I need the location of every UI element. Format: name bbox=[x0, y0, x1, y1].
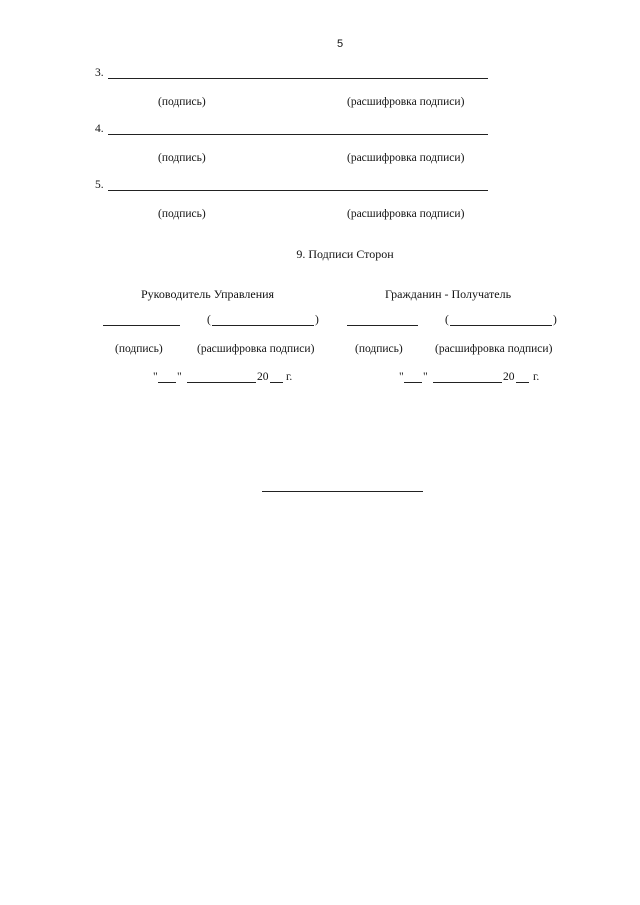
right-date-month-line[interactable] bbox=[433, 382, 502, 383]
left-date-year-prefix: 20 bbox=[257, 371, 269, 383]
left-decoding-caption: (расшифровка подписи) bbox=[197, 343, 315, 355]
signature-caption: (подпись) bbox=[158, 208, 206, 220]
signature-decoding-caption: (расшифровка подписи) bbox=[347, 96, 465, 108]
signature-line[interactable] bbox=[108, 134, 488, 135]
left-signature-caption: (подпись) bbox=[115, 343, 163, 355]
left-date-year-line[interactable] bbox=[270, 382, 283, 383]
right-date-day-line[interactable] bbox=[404, 382, 422, 383]
right-decoding-line[interactable] bbox=[450, 325, 552, 326]
section-title: 9. Подписи Сторон bbox=[296, 247, 394, 261]
party-title-right: Гражданин - Получатель bbox=[385, 287, 512, 301]
signature-caption: (подпись) bbox=[158, 152, 206, 164]
left-open-paren: ( bbox=[207, 314, 211, 326]
signature-row-number: 4. bbox=[95, 123, 104, 135]
party-title-left: Руководитель Управления bbox=[141, 287, 275, 301]
left-date-suffix: г. bbox=[286, 371, 293, 383]
signature-line[interactable] bbox=[108, 78, 488, 79]
left-signature-line[interactable] bbox=[103, 325, 180, 326]
left-date-month-line[interactable] bbox=[187, 382, 256, 383]
right-signature-line[interactable] bbox=[347, 325, 418, 326]
right-open-paren: ( bbox=[445, 314, 449, 326]
right-date-close-quote: " bbox=[423, 371, 428, 383]
right-signature-caption: (подпись) bbox=[355, 343, 403, 355]
signature-caption: (подпись) bbox=[158, 96, 206, 108]
signature-decoding-caption: (расшифровка подписи) bbox=[347, 208, 465, 220]
signature-line[interactable] bbox=[108, 190, 488, 191]
left-date-open-quote: " bbox=[153, 371, 158, 383]
left-date-day-line[interactable] bbox=[158, 382, 176, 383]
left-decoding-line[interactable] bbox=[212, 325, 314, 326]
signature-decoding-caption: (расшифровка подписи) bbox=[347, 152, 465, 164]
right-date-suffix: г. bbox=[533, 371, 540, 383]
right-date-year-line[interactable] bbox=[516, 382, 529, 383]
page-number: 5 bbox=[337, 38, 344, 50]
right-date-open-quote: " bbox=[399, 371, 404, 383]
closing-divider-line bbox=[262, 491, 423, 492]
left-close-paren: ) bbox=[315, 314, 319, 326]
signature-row-number: 3. bbox=[95, 67, 104, 79]
left-date-close-quote: " bbox=[177, 371, 182, 383]
right-date-year-prefix: 20 bbox=[503, 371, 515, 383]
right-close-paren: ) bbox=[553, 314, 557, 326]
right-decoding-caption: (расшифровка подписи) bbox=[435, 343, 553, 355]
signature-row-number: 5. bbox=[95, 179, 104, 191]
